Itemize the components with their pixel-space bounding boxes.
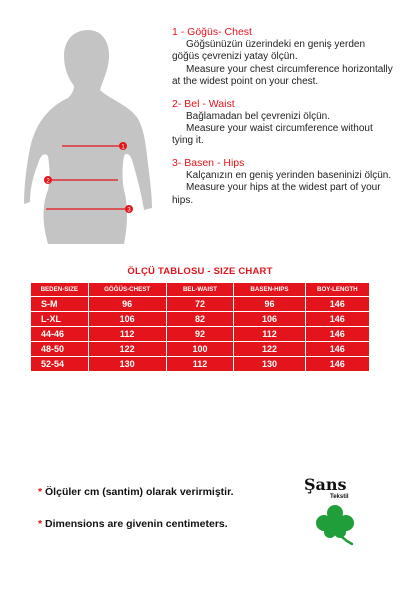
table-cell: 72 — [166, 297, 234, 312]
marker-1-label: 1 — [121, 144, 125, 151]
body-silhouette-figure — [18, 28, 158, 246]
note-text: Ölçüler cm (santim) olarak verirmiştir. — [45, 486, 234, 498]
table-row — [31, 342, 370, 357]
table-cell: 112 — [234, 327, 305, 342]
brand-subtitle: Tekstil — [330, 494, 349, 500]
marker-2-label: 2 — [46, 178, 50, 185]
size-chart-title: ÖLÇÜ TABLOSU - SIZE CHART — [127, 266, 273, 277]
table-cell: 100 — [166, 342, 234, 357]
waist-text-en: Measure your waist circumference without tying it. — [172, 123, 373, 147]
table-cell: 130 — [88, 357, 166, 372]
table-row — [31, 297, 370, 312]
column-header: BEL-WAIST — [166, 283, 234, 297]
hips-text-tr: Kalçanızın en geniş yerinden baseninizi ölçün. — [186, 169, 392, 181]
table-cell: 82 — [166, 312, 234, 327]
table-cell: 96 — [88, 297, 166, 312]
table-cell: 122 — [88, 342, 166, 357]
waist-text-tr: Bağlamadan bel çevrenizi ölçün. — [186, 110, 330, 122]
brand-name: Şans — [304, 475, 347, 494]
table-header-row — [31, 283, 370, 297]
note-star: * — [38, 518, 43, 530]
note-units-en — [38, 518, 228, 530]
table-cell: 48-50 — [31, 342, 89, 357]
table-cell: S-M — [31, 297, 89, 312]
size-chart-table — [30, 282, 370, 372]
silhouette-svg — [18, 28, 158, 246]
table-row — [31, 357, 370, 372]
table-cell: 106 — [234, 312, 305, 327]
column-header: BEDEN-SIZE — [31, 283, 89, 297]
chest-text-tr: Göğsünüzün üzerindeki en geniş yerden göğüs çevrenizi yatay ölçün. — [172, 39, 366, 63]
column-header: BASEN-HIPS — [234, 283, 305, 297]
table-cell: 112 — [88, 327, 166, 342]
note-text: Dimensions are givenin centimeters. — [45, 518, 228, 530]
table-cell: 96 — [234, 297, 305, 312]
chest-text-en: Measure your chest circumference horizontally at the widest point on your chest. — [172, 63, 393, 88]
table-cell: L-XL — [31, 312, 89, 327]
table-cell: 146 — [305, 297, 369, 312]
table-cell: 112 — [166, 357, 234, 372]
table-cell: 130 — [234, 357, 305, 372]
table-cell: 146 — [305, 357, 369, 372]
hips-title: 3- Basen - Hips — [172, 156, 245, 169]
measuring-instructions — [172, 26, 394, 216]
chest-instruction — [172, 26, 394, 89]
table-row — [31, 327, 370, 342]
table-cell: 92 — [166, 327, 234, 342]
table-cell: 106 — [88, 312, 166, 327]
table-row — [31, 312, 370, 327]
column-header: GÖĞÜS-CHEST — [88, 283, 166, 297]
table-cell: 44-46 — [31, 327, 89, 342]
table-cell: 146 — [305, 312, 369, 327]
marker-3-label: 3 — [127, 207, 131, 214]
size-table — [30, 282, 370, 372]
note-star: * — [38, 486, 43, 498]
hips-text-en: Measure your hips at the widest part of your hips. — [172, 182, 381, 206]
table-cell: 146 — [305, 342, 369, 357]
brand-logo — [300, 475, 368, 555]
waist-title: 2- Bel - Waist — [172, 97, 235, 110]
column-header: BOY-LENGTH — [305, 283, 369, 297]
clover-icon — [312, 502, 358, 548]
table-cell: 52-54 — [31, 357, 89, 372]
hips-instruction — [172, 157, 394, 207]
chest-title: 1 - Göğüs- Chest — [172, 26, 252, 38]
waist-instruction — [172, 98, 394, 148]
table-cell: 122 — [234, 342, 305, 357]
table-cell: 146 — [305, 327, 369, 342]
silhouette-shape — [24, 30, 152, 244]
note-units-tr — [38, 486, 234, 498]
